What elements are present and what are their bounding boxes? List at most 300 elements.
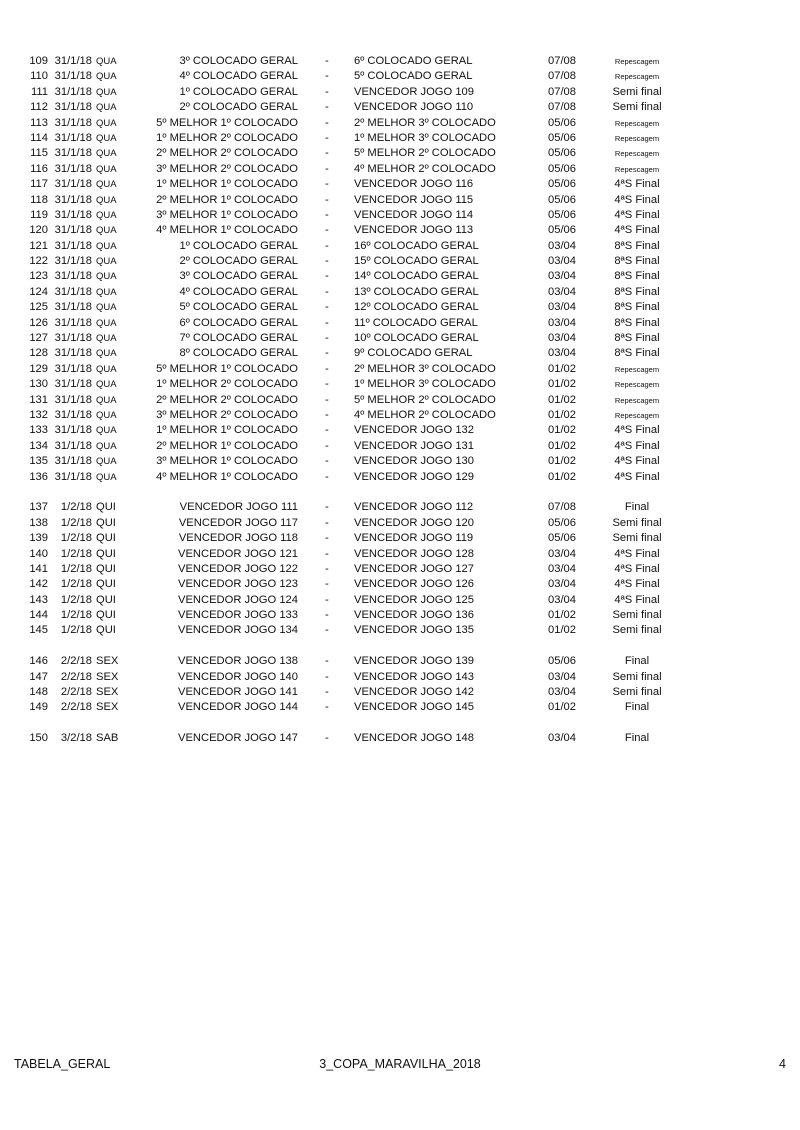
cell-sep: - <box>325 332 329 345</box>
cell-home: VENCEDOR JOGO 111 <box>179 501 298 514</box>
table-row <box>0 346 800 361</box>
cell-date: 31/1/18 <box>54 193 92 206</box>
table-row <box>0 177 800 192</box>
cell-away: 2º MELHOR 3º COLOCADO <box>354 362 496 375</box>
cell-num: 147 <box>29 670 48 683</box>
cell-cat: 07/08 <box>548 101 576 114</box>
cell-cat: 05/06 <box>548 208 576 221</box>
cell-sep: - <box>325 224 329 237</box>
cell-num: 119 <box>30 208 48 221</box>
cell-dow: QUA <box>96 148 117 160</box>
cell-home: 1º MELHOR 1º COLOCADO <box>156 178 298 191</box>
table-row <box>0 547 800 562</box>
cell-away: 14º COLOCADO GERAL <box>354 270 479 283</box>
cell-dow: QUA <box>96 163 117 175</box>
cell-num: 122 <box>29 255 48 268</box>
cell-date: 1/2/18 <box>60 624 92 637</box>
cell-dow: QUI <box>96 501 116 514</box>
cell-dow: QUA <box>96 440 117 452</box>
cell-num: 126 <box>29 316 48 329</box>
cell-home: 4º MELHOR 1º COLOCADO <box>156 224 298 237</box>
cell-num: 131 <box>29 393 48 406</box>
cell-sep: - <box>325 624 329 637</box>
cell-home: 4º COLOCADO GERAL <box>179 70 298 83</box>
cell-dow: QUA <box>96 256 117 268</box>
table-row <box>0 439 800 454</box>
cell-sep: - <box>325 609 329 622</box>
table-row <box>0 85 800 100</box>
cell-num: 125 <box>29 301 48 314</box>
cell-num: 127 <box>29 332 48 345</box>
cell-sep: - <box>325 301 329 314</box>
cell-sep: - <box>325 470 329 483</box>
cell-home: 2º MELHOR 1º COLOCADO <box>156 439 298 452</box>
cell-phase: 4ªS Final <box>614 578 660 591</box>
cell-home: VENCEDOR JOGO 123 <box>178 578 298 591</box>
cell-home: 5º MELHOR 1º COLOCADO <box>156 362 298 375</box>
cell-num: 129 <box>29 362 48 375</box>
cell-num: 130 <box>29 378 48 391</box>
cell-dow: QUI <box>96 562 116 575</box>
cell-phase: 4ªS Final <box>614 439 660 452</box>
cell-date: 2/2/18 <box>60 655 92 668</box>
cell-away: VENCEDOR JOGO 114 <box>354 208 474 221</box>
cell-date: 31/1/18 <box>54 455 92 468</box>
cell-date: 31/1/18 <box>54 408 92 421</box>
cell-dow: QUA <box>96 225 117 237</box>
cell-away: 15º COLOCADO GERAL <box>354 255 479 268</box>
cell-date: 31/1/18 <box>54 439 92 452</box>
cell-dow: QUA <box>96 71 117 83</box>
cell-date: 31/1/18 <box>54 347 92 360</box>
cell-cat: 05/06 <box>548 147 576 160</box>
cell-sep: - <box>325 562 329 575</box>
cell-phase: Semi final <box>612 686 662 699</box>
cell-sep: - <box>325 85 329 98</box>
cell-sep: - <box>325 516 329 529</box>
cell-away: 4º MELHOR 2º COLOCADO <box>354 162 496 175</box>
table-row <box>0 577 800 592</box>
cell-dow: QUI <box>96 516 116 529</box>
cell-home: VENCEDOR JOGO 121 <box>178 547 298 560</box>
cell-sep: - <box>325 424 329 437</box>
cell-num: 124 <box>29 285 48 298</box>
cell-date: 1/2/18 <box>60 501 92 514</box>
cell-cat: 01/02 <box>548 470 576 483</box>
cell-dow: QUA <box>96 363 117 375</box>
cell-num: 116 <box>30 162 48 175</box>
cell-num: 118 <box>30 193 48 206</box>
cell-date: 31/1/18 <box>54 285 92 298</box>
cell-home: 2º MELHOR 1º COLOCADO <box>156 193 298 206</box>
cell-num: 150 <box>29 732 48 745</box>
cell-dow: QUA <box>96 56 117 67</box>
cell-phase: Final <box>624 501 650 514</box>
cell-cat: 05/06 <box>548 532 576 545</box>
cell-sep: - <box>325 408 329 421</box>
cell-num: 140 <box>29 547 48 560</box>
cell-phase: Semi final <box>612 101 662 114</box>
cell-cat: 05/06 <box>548 516 576 529</box>
cell-phase: Semi final <box>612 624 662 637</box>
cell-date: 31/1/18 <box>54 301 92 314</box>
cell-date: 31/1/18 <box>54 332 92 345</box>
cell-cat: 03/04 <box>548 562 576 575</box>
cell-num: 134 <box>29 439 48 452</box>
cell-home: 2º MELHOR 2º COLOCADO <box>156 147 298 160</box>
cell-sep: - <box>325 101 329 114</box>
cell-date: 31/1/18 <box>54 101 92 114</box>
cell-sep: - <box>325 255 329 268</box>
cell-cat: 05/06 <box>548 224 576 237</box>
cell-date: 1/2/18 <box>60 562 92 575</box>
cell-date: 31/1/18 <box>54 255 92 268</box>
cell-home: 4º COLOCADO GERAL <box>179 285 298 298</box>
cell-dow: SEX <box>96 686 119 699</box>
cell-home: 5º COLOCADO GERAL <box>179 301 298 314</box>
cell-date: 1/2/18 <box>60 578 92 591</box>
cell-cat: 03/04 <box>548 239 576 252</box>
table-row <box>0 193 800 208</box>
cell-num: 144 <box>29 609 48 622</box>
cell-sep: - <box>325 362 329 375</box>
table-row <box>0 208 800 223</box>
match-schedule-table <box>0 54 800 747</box>
table-row <box>0 470 800 485</box>
cell-cat: 05/06 <box>548 178 576 191</box>
cell-dow: QUA <box>96 271 117 283</box>
cell-phase: Repescagem <box>614 395 660 405</box>
cell-cat: 01/02 <box>548 424 576 437</box>
cell-date: 31/1/18 <box>54 470 92 483</box>
cell-phase: 8ªS Final <box>614 255 660 268</box>
table-row <box>0 223 800 238</box>
cell-phase: 4ªS Final <box>614 593 660 606</box>
cell-phase: Final <box>624 701 650 714</box>
cell-phase: 8ªS Final <box>614 347 660 360</box>
cell-dow: QUA <box>96 333 117 345</box>
cell-home: 3º MELHOR 2º COLOCADO <box>156 162 298 175</box>
table-row <box>0 654 800 669</box>
cell-num: 146 <box>29 655 48 668</box>
cell-num: 121 <box>29 239 48 252</box>
cell-cat: 03/04 <box>548 301 576 314</box>
table-row <box>0 593 800 608</box>
cell-away: VENCEDOR JOGO 142 <box>354 686 474 699</box>
cell-cat: 05/06 <box>548 162 576 175</box>
cell-away: 2º MELHOR 3º COLOCADO <box>354 116 496 129</box>
cell-sep: - <box>325 347 329 360</box>
cell-away: 11º COLOCADO GERAL <box>354 316 478 329</box>
cell-date: 31/1/18 <box>54 208 92 221</box>
cell-dow: SEX <box>96 701 119 714</box>
table-row <box>0 670 800 685</box>
cell-home: 1º COLOCADO GERAL <box>179 85 298 98</box>
cell-num: 132 <box>29 408 48 421</box>
cell-home: 4º MELHOR 1º COLOCADO <box>156 470 298 483</box>
cell-sep: - <box>325 670 329 683</box>
table-row <box>0 100 800 115</box>
cell-home: VENCEDOR JOGO 134 <box>178 624 298 637</box>
cell-phase: 4ªS Final <box>614 562 660 575</box>
cell-away: 4º MELHOR 2º COLOCADO <box>354 408 496 421</box>
table-row <box>0 731 800 746</box>
cell-cat: 01/02 <box>548 408 576 421</box>
cell-date: 31/1/18 <box>54 316 92 329</box>
cell-dow: QUI <box>96 532 116 545</box>
cell-dow: QUA <box>96 379 117 391</box>
cell-home: VENCEDOR JOGO 141 <box>178 686 298 699</box>
cell-away: VENCEDOR JOGO 132 <box>354 424 474 437</box>
cell-sep: - <box>325 285 329 298</box>
cell-date: 31/1/18 <box>54 362 92 375</box>
cell-phase: 8ªS Final <box>614 332 660 345</box>
cell-date: 31/1/18 <box>54 131 92 144</box>
cell-away: VENCEDOR JOGO 143 <box>354 670 474 683</box>
cell-away: VENCEDOR JOGO 126 <box>354 578 474 591</box>
cell-away: VENCEDOR JOGO 125 <box>354 593 474 606</box>
cell-phase: 4ªS Final <box>614 193 660 206</box>
table-row <box>0 454 800 469</box>
cell-home: VENCEDOR JOGO 133 <box>178 609 298 622</box>
cell-phase: Repescagem <box>614 380 660 390</box>
cell-home: VENCEDOR JOGO 147 <box>178 732 298 745</box>
cell-dow: QUI <box>96 578 116 591</box>
table-row <box>0 131 800 146</box>
cell-num: 136 <box>29 470 48 483</box>
cell-sep: - <box>325 378 329 391</box>
cell-cat: 03/04 <box>548 732 576 745</box>
cell-sep: - <box>325 439 329 452</box>
cell-date: 3/2/18 <box>60 732 92 745</box>
cell-away: 13º COLOCADO GERAL <box>354 285 479 298</box>
cell-dow: SAB <box>96 732 119 745</box>
cell-sep: - <box>325 193 329 206</box>
cell-sep: - <box>325 147 329 160</box>
table-row <box>0 300 800 315</box>
cell-phase: 8ªS Final <box>614 270 660 283</box>
cell-home: 2º MELHOR 2º COLOCADO <box>156 393 298 406</box>
cell-away: VENCEDOR JOGO 145 <box>354 701 474 714</box>
cell-date: 31/1/18 <box>54 270 92 283</box>
cell-home: 3º COLOCADO GERAL <box>179 270 298 283</box>
cell-phase: 4ªS Final <box>614 208 660 221</box>
cell-dow: QUA <box>96 409 117 421</box>
cell-dow: QUA <box>96 102 117 114</box>
cell-home: 2º COLOCADO GERAL <box>179 101 298 114</box>
table-row <box>0 700 800 715</box>
cell-phase: 8ªS Final <box>614 285 660 298</box>
cell-dow: SEX <box>96 655 119 668</box>
cell-home: VENCEDOR JOGO 140 <box>178 670 298 683</box>
cell-sep: - <box>325 547 329 560</box>
cell-phase: 4ªS Final <box>614 470 660 483</box>
cell-cat: 07/08 <box>548 85 576 98</box>
cell-sep: - <box>325 270 329 283</box>
cell-sep: - <box>325 732 329 745</box>
cell-sep: - <box>325 578 329 591</box>
cell-home: 5º MELHOR 1º COLOCADO <box>156 116 298 129</box>
table-row <box>0 146 800 161</box>
cell-date: 1/2/18 <box>60 609 92 622</box>
table-row <box>0 393 800 408</box>
table-row <box>0 608 800 623</box>
cell-cat: 01/02 <box>548 362 576 375</box>
cell-num: 149 <box>29 701 48 714</box>
table-row <box>0 408 800 423</box>
cell-cat: 01/02 <box>548 624 576 637</box>
cell-phase: Final <box>624 732 650 745</box>
cell-away: VENCEDOR JOGO 113 <box>354 224 474 237</box>
cell-phase: 8ªS Final <box>614 316 660 329</box>
cell-cat: 03/04 <box>548 285 576 298</box>
cell-away: VENCEDOR JOGO 129 <box>354 470 474 483</box>
cell-home: 1º MELHOR 2º COLOCADO <box>156 131 298 144</box>
table-row <box>0 685 800 700</box>
cell-phase: Semi final <box>612 609 662 622</box>
cell-date: 31/1/18 <box>54 178 92 191</box>
cell-cat: 01/02 <box>548 393 576 406</box>
cell-phase: Semi final <box>612 670 662 683</box>
cell-cat: 03/04 <box>548 332 576 345</box>
cell-date: 31/1/18 <box>54 116 92 129</box>
cell-sep: - <box>325 131 329 144</box>
cell-dow: QUA <box>96 471 117 483</box>
cell-cat: 03/04 <box>548 347 576 360</box>
cell-away: 5º MELHOR 2º COLOCADO <box>354 393 496 406</box>
cell-num: 138 <box>29 516 48 529</box>
cell-cat: 07/08 <box>548 501 576 514</box>
cell-phase: Repescagem <box>614 57 660 66</box>
cell-date: 31/1/18 <box>54 162 92 175</box>
cell-away: 12º COLOCADO GERAL <box>354 301 479 314</box>
cell-away: VENCEDOR JOGO 115 <box>354 193 474 206</box>
cell-date: 2/2/18 <box>60 701 92 714</box>
cell-sep: - <box>325 655 329 668</box>
cell-away: VENCEDOR JOGO 139 <box>354 655 474 668</box>
cell-dow: QUI <box>96 547 116 560</box>
table-row <box>0 116 800 131</box>
cell-sep: - <box>325 162 329 175</box>
cell-num: 115 <box>30 147 48 160</box>
cell-dow: QUA <box>96 240 117 252</box>
cell-away: VENCEDOR JOGO 128 <box>354 547 474 560</box>
cell-away: VENCEDOR JOGO 120 <box>354 516 474 529</box>
cell-num: 135 <box>29 455 48 468</box>
cell-date: 2/2/18 <box>60 670 92 683</box>
cell-away: VENCEDOR JOGO 136 <box>354 609 474 622</box>
cell-date: 31/1/18 <box>54 70 92 83</box>
cell-num: 123 <box>29 270 48 283</box>
cell-cat: 07/08 <box>548 55 576 67</box>
cell-home: VENCEDOR JOGO 144 <box>178 701 298 714</box>
cell-phase: Semi final <box>612 532 662 545</box>
footer-sheet-name: TABELA_GERAL <box>14 1057 111 1071</box>
cell-phase: Repescagem <box>614 133 660 143</box>
cell-phase: Semi final <box>612 85 662 98</box>
cell-home: 8º COLOCADO GERAL <box>179 347 298 360</box>
cell-home: 3º MELHOR 1º COLOCADO <box>156 455 298 468</box>
cell-away: 10º COLOCADO GERAL <box>354 332 479 345</box>
cell-home: 1º COLOCADO GERAL <box>179 239 298 252</box>
table-row <box>0 423 800 438</box>
cell-home: VENCEDOR JOGO 124 <box>178 593 298 606</box>
cell-sep: - <box>325 316 329 329</box>
cell-home: 6º COLOCADO GERAL <box>179 316 298 329</box>
cell-num: 137 <box>29 501 48 514</box>
cell-num: 145 <box>29 624 48 637</box>
cell-cat: 01/02 <box>548 378 576 391</box>
cell-dow: QUA <box>96 86 117 98</box>
cell-phase: 8ªS Final <box>614 239 660 252</box>
cell-home: 1º MELHOR 2º COLOCADO <box>156 378 298 391</box>
footer-page-number: 4 <box>779 1057 786 1071</box>
cell-cat: 01/02 <box>548 455 576 468</box>
cell-sep: - <box>325 208 329 221</box>
cell-away: 5º MELHOR 2º COLOCADO <box>354 147 496 160</box>
cell-phase: Semi final <box>612 516 662 529</box>
cell-sep: - <box>325 393 329 406</box>
table-row <box>0 516 800 531</box>
cell-cat: 03/04 <box>548 316 576 329</box>
cell-cat: 05/06 <box>548 193 576 206</box>
cell-date: 31/1/18 <box>54 393 92 406</box>
cell-date: 31/1/18 <box>54 378 92 391</box>
cell-phase: 8ªS Final <box>614 301 660 314</box>
cell-phase: Repescagem <box>614 118 660 128</box>
cell-dow: QUA <box>96 194 117 206</box>
cell-num: 113 <box>30 116 48 129</box>
cell-away: VENCEDOR JOGO 135 <box>354 624 474 637</box>
cell-away: 9º COLOCADO GERAL <box>354 347 473 360</box>
cell-cat: 03/04 <box>548 593 576 606</box>
cell-cat: 03/04 <box>548 547 576 560</box>
table-row <box>0 162 800 177</box>
cell-cat: 05/06 <box>548 116 576 129</box>
cell-phase: Repescagem <box>614 72 660 82</box>
cell-home: 2º COLOCADO GERAL <box>179 255 298 268</box>
footer-document-title: 3_COPA_MARAVILHA_2018 <box>319 1057 481 1071</box>
table-row <box>0 331 800 346</box>
cell-phase: Repescagem <box>614 410 660 420</box>
cell-num: 111 <box>30 85 48 98</box>
cell-dow: SEX <box>96 670 119 683</box>
cell-dow: QUA <box>96 179 117 191</box>
cell-date: 1/2/18 <box>60 532 92 545</box>
cell-away: 6º COLOCADO GERAL <box>354 55 473 67</box>
cell-away: 1º MELHOR 3º COLOCADO <box>354 378 496 391</box>
cell-sep: - <box>325 686 329 699</box>
cell-phase: 4ªS Final <box>614 424 660 437</box>
cell-phase: 4ªS Final <box>614 224 660 237</box>
cell-cat: 01/02 <box>548 701 576 714</box>
cell-num: 110 <box>30 70 48 83</box>
cell-home: VENCEDOR JOGO 117 <box>178 516 298 529</box>
cell-num: 120 <box>29 224 48 237</box>
table-row <box>0 239 800 254</box>
cell-dow: QUI <box>96 624 116 637</box>
cell-home: 3º MELHOR 1º COLOCADO <box>156 208 298 221</box>
cell-date: 31/1/18 <box>54 224 92 237</box>
cell-phase: Repescagem <box>614 164 660 174</box>
cell-home: VENCEDOR JOGO 118 <box>178 532 298 545</box>
cell-sep: - <box>325 501 329 514</box>
cell-cat: 01/02 <box>548 609 576 622</box>
cell-sep: - <box>325 116 329 129</box>
table-row <box>0 269 800 284</box>
cell-cat: 07/08 <box>548 70 576 83</box>
cell-dow: QUI <box>96 593 116 606</box>
